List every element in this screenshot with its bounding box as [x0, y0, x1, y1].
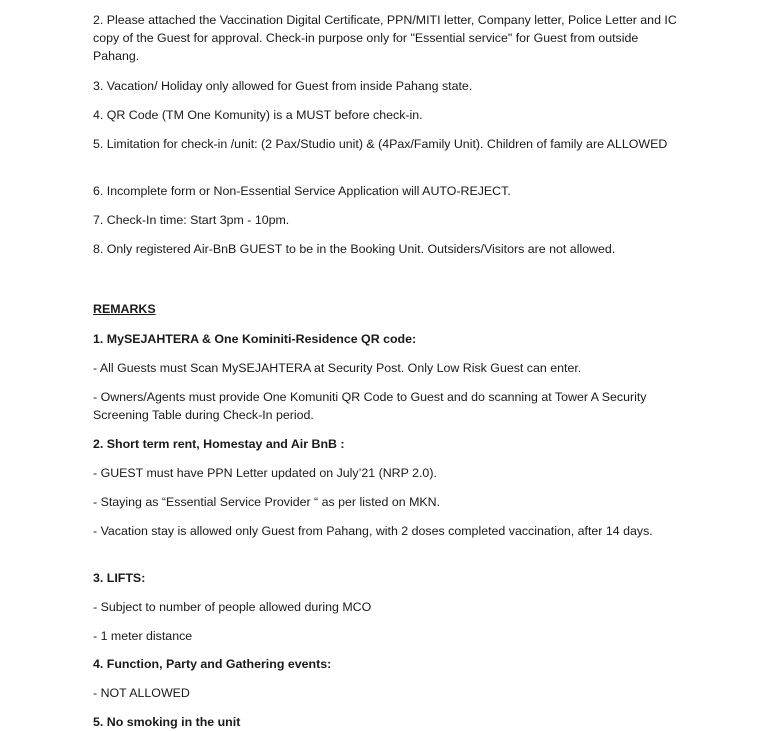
remark-1-item: - Owners/Agents must provide One Komuniti QR Code to Guest and do scanning at Tower A Security Screening Table during Check-In period. — [93, 390, 647, 422]
rule-4: 4. QR Code (TM One Komunity) is a MUST before check-in. — [93, 108, 423, 122]
remark-1-item: - All Guests must Scan MySEJAHTERA at Security Post. Only Low Risk Guest can enter. — [93, 361, 582, 375]
rule-7: 7. Check-In time: Start 3pm - 10pm. — [93, 213, 290, 227]
remark-1-heading: 1. MySEJAHTERA & One Kominiti-Residence QR code: — [93, 332, 417, 346]
remark-4-item: - NOT ALLOWED — [93, 686, 190, 700]
remark-3-item: - Subject to number of people allowed during MCO — [93, 600, 372, 614]
remark-2-item: - Staying as “Essential Service Provider “ as per listed on MKN. — [93, 495, 441, 509]
remark-3-heading: 3. LIFTS: — [93, 571, 146, 585]
remark-3-item: - 1 meter distance — [93, 629, 193, 643]
rule-3: 3. Vacation/ Holiday only allowed for Guest from inside Pahang state. — [93, 79, 473, 93]
rule-2: 2. Please attached the Vaccination Digital Certificate, PPN/MITI letter, Company letter, Police Letter and IC copy of the Guest for approval. Check-in purpose only for "Essential service" for Guest from outside Pahang. — [93, 13, 677, 63]
remarks-title: REMARKS — [93, 302, 156, 316]
remark-2-item: - GUEST must have PPN Letter updated on July’21 (NRP 2.0). — [93, 466, 437, 480]
remark-4-heading: 4. Function, Party and Gathering events: — [93, 657, 332, 671]
remark-5-heading: 5. No smoking in the unit — [93, 715, 241, 729]
remark-2-heading: 2. Short term rent, Homestay and Air BnB : — [93, 437, 345, 451]
rule-5: 5. Limitation for check-in /unit: (2 Pax/Studio unit) & (4Pax/Family Unit). Children of family are ALLOWED — [93, 137, 668, 151]
rule-6: 6. Incomplete form or Non-Essential Service Application will AUTO-REJECT. — [93, 184, 511, 198]
remark-2-item: - Vacation stay is allowed only Guest from Pahang, with 2 doses completed vaccination, after 14 days. — [93, 524, 653, 538]
rule-8: 8. Only registered Air-BnB GUEST to be in the Booking Unit. Outsiders/Visitors are not allowed. — [93, 242, 616, 256]
